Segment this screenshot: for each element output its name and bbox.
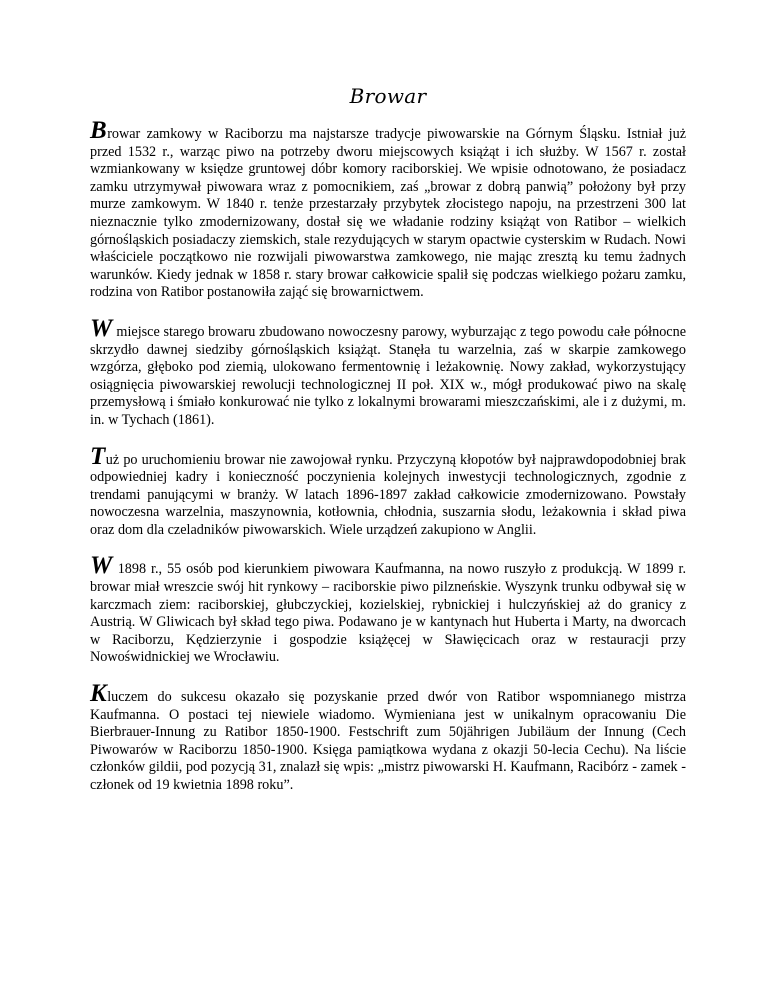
paragraph-text: rowar zamkowy w Raciborzu ma najstarsze tradycje piwowarskie na Górnym Śląsku. Istniał już przed 1532 r., warząc piwo na potrzeby dworu miejscowych książąt i ich służby. W 1567 r. został wzmiankowany w księdze gruntowej dóbr komory raciborskiej. We wpisie odnotowano, że posiadacz zamku utrzymywał piwowara wraz z pomocnikiem, zaś „browar z dobrą panwią” położony był przy murze zamkowym. W 1840 r. tenże przestarzały przybytek złocistego napoju, na przestrzeni 300 lat nieznacznie tylko zmodernizowany, dostał się we władanie rodziny książąt von Ratibor – wielkich górnośląskich posiadaczy ziemskich, stale rezydujących w starym opactwie cysterskim w Rudach. Nowi właściciele początkowo nie rozwijali piwowarstwa zamkowego, nie mając zresztą ku temu żadnych warunków. Kiedy jednak w 1858 r. stary browar całkowicie spalił się podczas wielkiego pożaru zamku, rodzina von Ratibor postanowiła zająć się browarnictwem. (90, 126, 686, 301)
paragraph-text: uż po uruchomieniu browar nie zawojował rynku. Przyczyną kłopotów był najprawdopodobniej brak odpowiedniej kadry i konieczność poczynienia kolejnych inwestycji technologicznych, zgodnie z trendami panującymi w branży. W latach 1896-1897 zakład całkowicie zmodernizowano. Powstały nowoczesna warzelnia, maszynownia, kotłownia, chłodnia, suszarnia słodu, leżakownia i skład piwa oraz dom dla czeladników piwowarskich. Wiele urządzeń zakupiono w Anglii. (90, 451, 686, 538)
paragraph-text: miejsce starego browaru zbudowano nowoczesny parowy, wyburzając z tego powodu całe północne skrzydło dawnej siedziby górnośląskich książąt. Stanęła tu warzelnia, zaś w skarpie zamkowego wzgórza, głęboko pod ziemią, ulokowano fermentownię i leżakownię. Nowy zakład, wykorzystujący osiągnięcia piwowarskiej rewolucji technologicznej II poł. XIX w., mógł produkować piwo na skalę przemysłową i śmiało konkurować nie tylko z lokalnymi browarami mieszczańskimi, ale i z dużymi, m. in. w Tychach (1861). (90, 323, 686, 428)
drop-cap: T (90, 442, 106, 470)
paragraph-5 (90, 680, 686, 795)
drop-cap: W (90, 314, 113, 342)
paragraph-text: luczem do sukcesu okazało się pozyskanie przed dwór von Ratibor wspomnianego mistrza Kaufmanna. O postaci tej niewiele wiadomo. Wymieniana jest w unikalnym opracowaniu Die Bierbrauer-Innung zu Ratibor 1850-1900. Festschrift zum 50jährigen Jubiläum der Innung (Cech Piwowarów w Raciborzu 1850-1900. Księga pamiątkowa wydana z okazji 50-lecia Cechu). Na liście członków gildii, pod pozycją 31, znalazł się wpis: „mistrz piwowarski H. Kaufmann, Racibórz - zamek - członek od 19 kwietnia 1898 roku”. (90, 689, 686, 793)
drop-cap: B (90, 117, 108, 144)
document-page (90, 84, 686, 813)
paragraph-3 (90, 442, 686, 540)
paragraph-2 (90, 314, 686, 430)
paragraph-text: 1898 r., 55 osób pod kierunkiem piwowara Kaufmanna, na nowo ruszyło z produkcją. W 1899 r. browar miał wreszcie swój hit rynkowy – raciborskie piwo pilzneńskie. Wyszynk trunku odbywał się w karczmach ziem: raciborskiej, głubczyckiej, kozielskiej, rybnickiej i hulczyńskiej aż do granicy z Austrią. W Gliwicach był skład tego piwa. Podawano je w kantynach hut Huberta i Marty, na dworcach w Raciborzu, Kędzierzynie i gospodzie książęcej w Sławięcicach oraz w restauracji przy Nowoświdnickiej we Wrocławiu. (90, 561, 686, 666)
drop-cap: K (90, 680, 108, 708)
drop-cap: W (90, 552, 113, 580)
paragraph-4 (90, 552, 686, 667)
page-title: Browar (349, 84, 427, 108)
paragraph-1 (90, 117, 686, 302)
